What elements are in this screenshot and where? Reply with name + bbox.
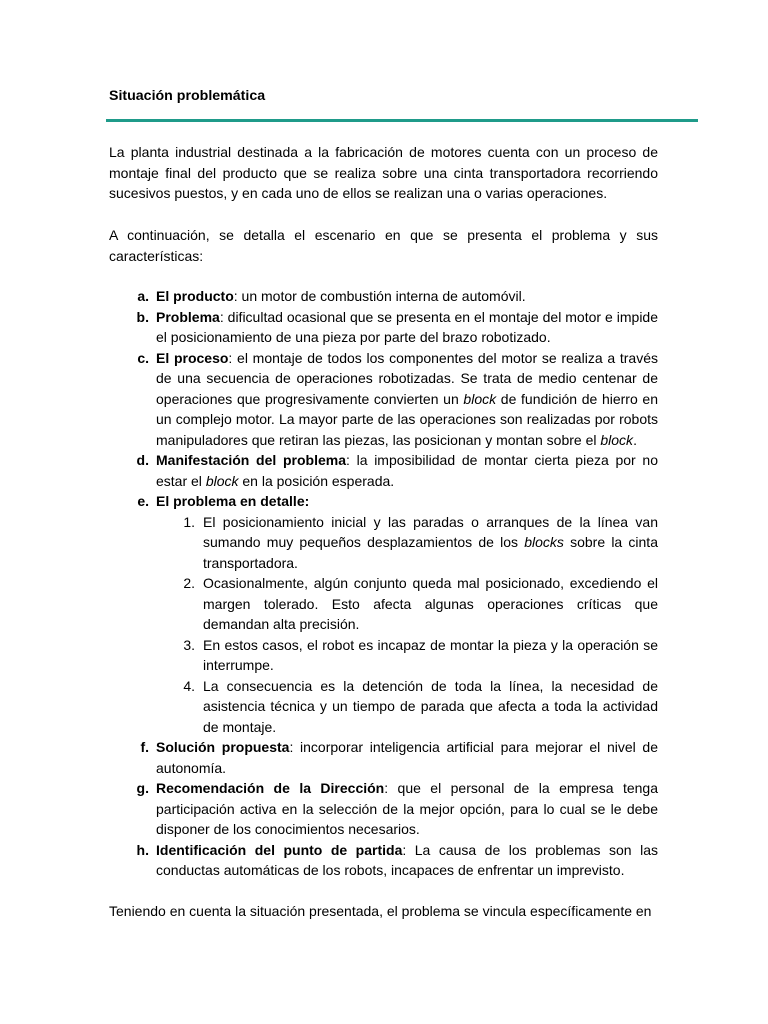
list-marker: a. bbox=[137, 288, 149, 304]
sublist-item-body: La consecuencia es la detención de toda la línea, la necesidad de asistencia técnica y un tiempo de parada que afecta a toda la actividad de montaje. bbox=[203, 677, 658, 735]
list-item-body bbox=[156, 491, 658, 512]
item-label: Identificación del punto de partida bbox=[156, 841, 403, 858]
section-title: Situación problemática bbox=[109, 88, 266, 104]
list-marker: e. bbox=[137, 493, 149, 509]
list-item-body bbox=[156, 737, 658, 778]
list-item-body bbox=[156, 778, 658, 840]
sublist-marker: 3. bbox=[183, 636, 195, 653]
item-emphasis: block bbox=[463, 390, 497, 407]
list-item bbox=[109, 348, 658, 451]
sublist-marker: 2. bbox=[183, 575, 195, 591]
item-text: sobre la cinta transportadora. bbox=[203, 534, 658, 571]
lead-paragraph: A continuación, se detalla el escenario en que se presenta el problema y sus características: bbox=[109, 227, 658, 264]
item-text: : la imposibilidad de montar cierta pieza por no estar el bbox=[156, 452, 658, 489]
item-text: de fundición de hierro en un complejo motor. La mayor parte de las operaciones son realizadas por robots manipuladores que retiran las piezas, las posicionan y montan sobre el bbox=[156, 390, 658, 448]
list-item bbox=[109, 450, 658, 491]
item-emphasis: block bbox=[205, 472, 239, 489]
item-text: : dificultad ocasional que se presenta en el montaje del motor e impide el posicionamiento de una pieza por parte del brazo robotizado. bbox=[156, 308, 658, 345]
closing-paragraph: Teniendo en cuenta la situación presentada, el problema se vincula específicamente en bbox=[109, 903, 652, 919]
sublist-item-body: En estos casos, el robot es incapaz de montar la pieza y la operación se interrumpe. bbox=[203, 636, 658, 673]
item-label: Recomendación de la Dirección bbox=[156, 780, 385, 796]
item-text: : un motor de combustión interna de automóvil. bbox=[233, 288, 526, 304]
characteristics-list bbox=[109, 286, 658, 881]
list-marker: c. bbox=[137, 349, 149, 366]
list-item-body bbox=[156, 286, 658, 307]
list-item bbox=[109, 840, 658, 881]
list-marker: h. bbox=[136, 841, 149, 858]
list-item bbox=[109, 737, 658, 778]
list-marker: g. bbox=[136, 780, 149, 796]
item-text: en la posición esperada. bbox=[238, 472, 395, 489]
list-item bbox=[109, 286, 658, 307]
item-label: El producto bbox=[156, 288, 234, 304]
sublist-item bbox=[109, 573, 658, 635]
item-label: El problema en detalle: bbox=[156, 493, 310, 509]
item-label: Problema bbox=[156, 308, 220, 325]
item-text: : incorporar inteligencia artificial para mejorar el nivel de autonomía. bbox=[156, 739, 658, 776]
item-text: : que el personal de la empresa tenga participación activa en la selección de la mejor opción, para lo cual se le debe disponer de los conocimientos necesarios. bbox=[156, 780, 658, 837]
item-emphasis: block bbox=[600, 431, 634, 448]
item-text: El posicionamiento inicial y las paradas o arranques de la línea van sumando muy pequeños desplazamientos de los bbox=[203, 513, 658, 550]
item-text: . bbox=[633, 431, 637, 448]
item-label: Solución propuesta bbox=[156, 739, 290, 755]
item-emphasis: blocks bbox=[524, 534, 564, 550]
list-item bbox=[109, 491, 658, 512]
sublist-item-body bbox=[203, 512, 658, 574]
list-marker: f. bbox=[140, 739, 149, 755]
list-item-body bbox=[156, 348, 658, 451]
sublist-item bbox=[109, 676, 658, 738]
sublist-item bbox=[109, 635, 658, 676]
list-item-body bbox=[156, 307, 658, 348]
intro-paragraph: La planta industrial destinada a la fabricación de motores cuenta con un proceso de montaje final del producto que se realiza sobre una cinta transportadora recorriendo sucesivos puestos, y en cada uno de ellos se realizan una o varias operaciones. bbox=[109, 144, 658, 201]
sublist-item-body: Ocasionalmente, algún conjunto queda mal posicionado, excediendo el margen tolerado. Esto afecta algunas operaciones críticas que demandan alta precisión. bbox=[203, 575, 658, 632]
list-marker: b. bbox=[136, 308, 149, 325]
list-item bbox=[109, 778, 658, 840]
item-text: : el montaje de todos los componentes del motor se realiza a través de una secuencia de operaciones robotizadas. Se trata de medio centenar de operaciones que progresivamente convierten un bbox=[156, 349, 658, 407]
item-label: El proceso bbox=[156, 349, 229, 366]
title-divider bbox=[106, 119, 698, 122]
list-item bbox=[109, 307, 658, 348]
item-text: : La causa de los problemas son las conductas automáticas de los robots, incapaces de enfrentar un imprevisto. bbox=[156, 841, 658, 878]
list-item-body bbox=[156, 840, 658, 881]
sublist-item bbox=[109, 512, 658, 574]
sublist-marker: 4. bbox=[183, 677, 195, 694]
sublist-marker: 1. bbox=[183, 513, 195, 530]
document-page bbox=[109, 86, 658, 106]
list-item-body bbox=[156, 450, 658, 491]
item-label: Manifestación del problema bbox=[156, 452, 346, 468]
list-marker: d. bbox=[136, 452, 149, 468]
